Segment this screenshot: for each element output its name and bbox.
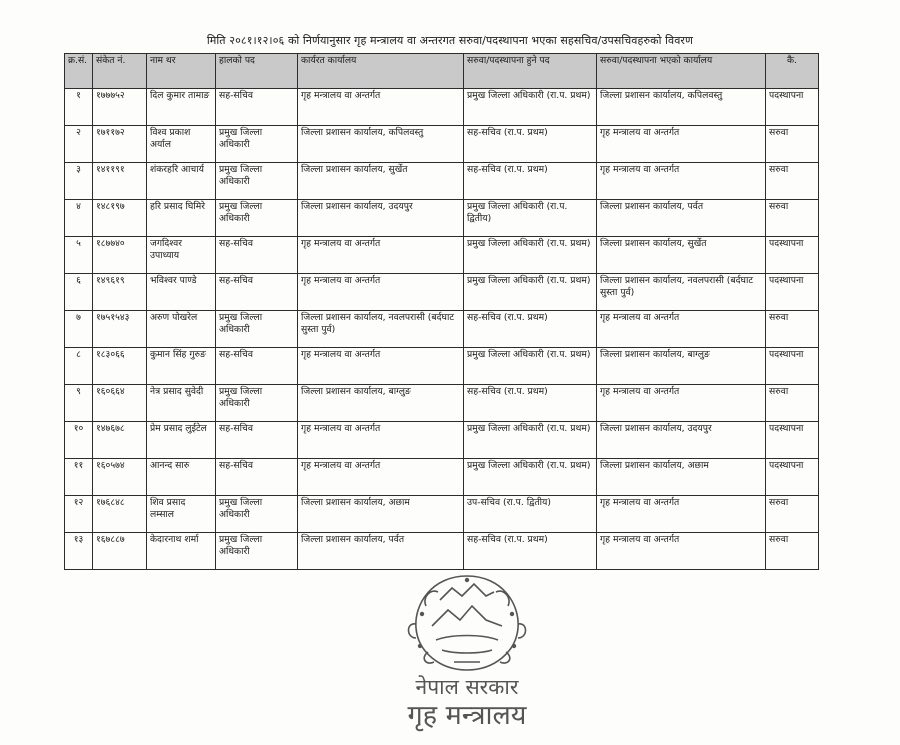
cell-remark: पदस्थापना (766, 348, 819, 385)
cell-remark: पदस्थापना (766, 459, 819, 496)
cell-new-post: सह-सचिव (रा.प. प्रथम) (464, 163, 597, 200)
cell-name: हरि प्रसाद घिमिरे (147, 200, 216, 237)
cell-new-office: जिल्ला प्रशासन कार्यालय, नवलपरासी (बर्दघाट सुस्ता पुर्व) (597, 274, 766, 311)
svg-text:गृह मन्त्रालय: गृह मन्त्रालय (407, 700, 527, 731)
cell-new-post: प्रमुख जिल्ला अधिकारी (रा.प. प्रथम) (464, 459, 597, 496)
cell-new-post: प्रमुख जिल्ला अधिकारी (रा.प. प्रथम) (464, 89, 597, 126)
cell-new-office: गृह मन्त्रालय वा अन्तर्गत (597, 385, 766, 422)
cell-new-post: सह-सचिव (रा.प. प्रथम) (464, 533, 597, 570)
cell-office: गृह मन्त्रालय वा अन्तर्गत (298, 348, 464, 385)
cell-code: १६७८८७ (93, 533, 147, 570)
cell-code: १७११७२ (93, 126, 147, 163)
col-header-name: नाम थर (147, 54, 216, 89)
cell-new-office: जिल्ला प्रशासन कार्यालय, सुर्खेत (597, 237, 766, 274)
table-row (65, 237, 819, 274)
cell-office: गृह मन्त्रालय वा अन्तर्गत (298, 237, 464, 274)
table-row (65, 274, 819, 311)
col-header-new-office: सरुवा/पदस्थापना भएको कार्यालय (597, 54, 766, 89)
cell-post: सह-सचिव (216, 459, 298, 496)
cell-new-post: प्रमुख जिल्ला अधिकारी (रा.प. प्रथम) (464, 348, 597, 385)
cell-post: सह-सचिव (216, 348, 298, 385)
cell-remark: सरुवा (766, 200, 819, 237)
cell-post: प्रमुख जिल्ला अधिकारी (216, 385, 298, 422)
cell-post: प्रमुख जिल्ला अधिकारी (216, 200, 298, 237)
cell-new-office: जिल्ला प्रशासन कार्यालय, पर्वत (597, 200, 766, 237)
cell-new-office: गृह मन्त्रालय वा अन्तर्गत (597, 496, 766, 533)
col-header-sn: क्र.सं. (65, 54, 93, 89)
cell-sn: ५ (65, 237, 93, 274)
cell-name: शंकरहरि आचार्य (147, 163, 216, 200)
cell-remark: पदस्थापना (766, 237, 819, 274)
col-header-remark: कै. (766, 54, 819, 89)
cell-post: प्रमुख जिल्ला अधिकारी (216, 496, 298, 533)
seal-emblem (392, 566, 542, 741)
cell-name: शिव प्रसाद लम्साल (147, 496, 216, 533)
cell-code: १७७७५२ (93, 89, 147, 126)
col-header-office: कार्यरत कार्यालय (298, 54, 464, 89)
cell-name: प्रेम प्रसाद लुईटेल (147, 422, 216, 459)
cell-office: जिल्ला प्रशासन कार्यालय, उदयपुर (298, 200, 464, 237)
cell-name: दिल कुमार तामाङ (147, 89, 216, 126)
cell-post: प्रमुख जिल्ला अधिकारी (216, 126, 298, 163)
table-row (65, 496, 819, 533)
cell-code: १८७७४० (93, 237, 147, 274)
cell-code: १४८१९७ (93, 200, 147, 237)
cell-remark: पदस्थापना (766, 422, 819, 459)
col-header-new-post: सरुवा/पदस्थापना हुने पद (464, 54, 597, 89)
cell-new-office: गृह मन्त्रालय वा अन्तर्गत (597, 126, 766, 163)
table-body (65, 89, 819, 570)
cell-post: प्रमुख जिल्ला अधिकारी (216, 311, 298, 348)
cell-name: कुमान सिंह गुरुङ (147, 348, 216, 385)
cell-sn: ११ (65, 459, 93, 496)
cell-new-post: प्रमुख जिल्ला अधिकारी (रा.प. द्वितीय) (464, 200, 597, 237)
cell-code: १६०५७४ (93, 459, 147, 496)
cell-name: नेत्र प्रसाद सुवेदी (147, 385, 216, 422)
cell-new-post: प्रमुख जिल्ला अधिकारी (रा.प. प्रथम) (464, 237, 597, 274)
cell-code: १७६८४८ (93, 496, 147, 533)
cell-remark: पदस्थापना (766, 89, 819, 126)
cell-code: १६०६६४ (93, 385, 147, 422)
cell-code: १८३०६६ (93, 348, 147, 385)
svg-text:नेपाल सरकार: नेपाल सरकार (415, 675, 519, 699)
cell-post: सह-सचिव (216, 422, 298, 459)
cell-post: प्रमुख जिल्ला अधिकारी (216, 533, 298, 570)
cell-post: सह-सचिव (216, 274, 298, 311)
cell-remark: सरुवा (766, 385, 819, 422)
table-row (65, 89, 819, 126)
cell-office: जिल्ला प्रशासन कार्यालय, अछाम (298, 496, 464, 533)
cell-office: जिल्ला प्रशासन कार्यालय, बाग्लुङ (298, 385, 464, 422)
col-header-code: संकेत नं. (93, 54, 147, 89)
cell-remark: पदस्थापना (766, 274, 819, 311)
cell-remark: सरुवा (766, 163, 819, 200)
cell-new-post: उप-सचिव (रा.प. द्वितीय) (464, 496, 597, 533)
cell-office: गृह मन्त्रालय वा अन्तर्गत (298, 459, 464, 496)
table-row (65, 200, 819, 237)
cell-sn: ३ (65, 163, 93, 200)
cell-office: गृह मन्त्रालय वा अन्तर्गत (298, 89, 464, 126)
cell-sn: ८ (65, 348, 93, 385)
cell-remark: सरुवा (766, 311, 819, 348)
cell-name: जगदिश्वर उपाध्याय (147, 237, 216, 274)
cell-office: गृह मन्त्रालय वा अन्तर्गत (298, 422, 464, 459)
table-row (65, 348, 819, 385)
cell-post: प्रमुख जिल्ला अधिकारी (216, 163, 298, 200)
cell-new-office: जिल्ला प्रशासन कार्यालय, उदयपुर (597, 422, 766, 459)
cell-new-post: सह-सचिव (रा.प. प्रथम) (464, 126, 597, 163)
cell-sn: ७ (65, 311, 93, 348)
table-header-row (65, 54, 819, 89)
cell-remark: सरुवा (766, 533, 819, 570)
cell-code: १४७६७८ (93, 422, 147, 459)
cell-office: जिल्ला प्रशासन कार्यालय, सुर्खेत (298, 163, 464, 200)
cell-remark: सरुवा (766, 496, 819, 533)
cell-office: जिल्ला प्रशासन कार्यालय, पर्वत (298, 533, 464, 570)
cell-new-post: प्रमुख जिल्ला अधिकारी (रा.प. प्रथम) (464, 274, 597, 311)
cell-new-post: प्रमुख जिल्ला अधिकारी (रा.प. प्रथम) (464, 422, 597, 459)
cell-sn: ९ (65, 385, 93, 422)
cell-new-post: सह-सचिव (रा.प. प्रथम) (464, 385, 597, 422)
cell-sn: १२ (65, 496, 93, 533)
cell-name: अरुण पोखरेल (147, 311, 216, 348)
cell-name: केदारनाथ शर्मा (147, 533, 216, 570)
cell-new-post: सह-सचिव (रा.प. प्रथम) (464, 311, 597, 348)
cell-code: १४११९१ (93, 163, 147, 200)
cell-post: सह-सचिव (216, 237, 298, 274)
document-title: मिति २०८१।१२।०६ को निर्णयानुसार गृह मन्त्रालय वा अन्तरगत सरुवा/पदस्थापना भएका सहसचिव/उपसचिवहरुको विवरण (206, 34, 694, 47)
cell-new-office: जिल्ला प्रशासन कार्यालय, बाग्लुङ (597, 348, 766, 385)
transfer-table (64, 53, 819, 570)
cell-office: जिल्ला प्रशासन कार्यालय, नवलपरासी (बर्दघाट सुस्ता पुर्व) (298, 311, 464, 348)
cell-office: गृह मन्त्रालय वा अन्तर्गत (298, 274, 464, 311)
cell-sn: १० (65, 422, 93, 459)
cell-code: १७५१५४३ (93, 311, 147, 348)
cell-new-office: गृह मन्त्रालय वा अन्तर्गत (597, 311, 766, 348)
ministry-seal (392, 566, 542, 741)
table-row (65, 163, 819, 200)
table-row (65, 459, 819, 496)
cell-name: भविश्वर पाण्डे (147, 274, 216, 311)
table-row (65, 385, 819, 422)
table-row (65, 533, 819, 570)
col-header-post: हालको पद (216, 54, 298, 89)
cell-new-office: जिल्ला प्रशासन कार्यालय, अछाम (597, 459, 766, 496)
cell-sn: २ (65, 126, 93, 163)
cell-office: जिल्ला प्रशासन कार्यालय, कपिलवस्तु (298, 126, 464, 163)
cell-sn: १३ (65, 533, 93, 570)
cell-new-office: गृह मन्त्रालय वा अन्तर्गत (597, 533, 766, 570)
cell-sn: १ (65, 89, 93, 126)
cell-name: विश्व प्रकाश अर्याल (147, 126, 216, 163)
cell-new-office: जिल्ला प्रशासन कार्यालय, कपिलवस्तु (597, 89, 766, 126)
table-row (65, 311, 819, 348)
table-row (65, 126, 819, 163)
cell-new-office: गृह मन्त्रालय वा अन्तर्गत (597, 163, 766, 200)
cell-post: सह-सचिव (216, 89, 298, 126)
table-row (65, 422, 819, 459)
cell-name: आनन्द सारु (147, 459, 216, 496)
cell-sn: ४ (65, 200, 93, 237)
cell-sn: ६ (65, 274, 93, 311)
cell-code: १४९६१९ (93, 274, 147, 311)
cell-remark: सरुवा (766, 126, 819, 163)
